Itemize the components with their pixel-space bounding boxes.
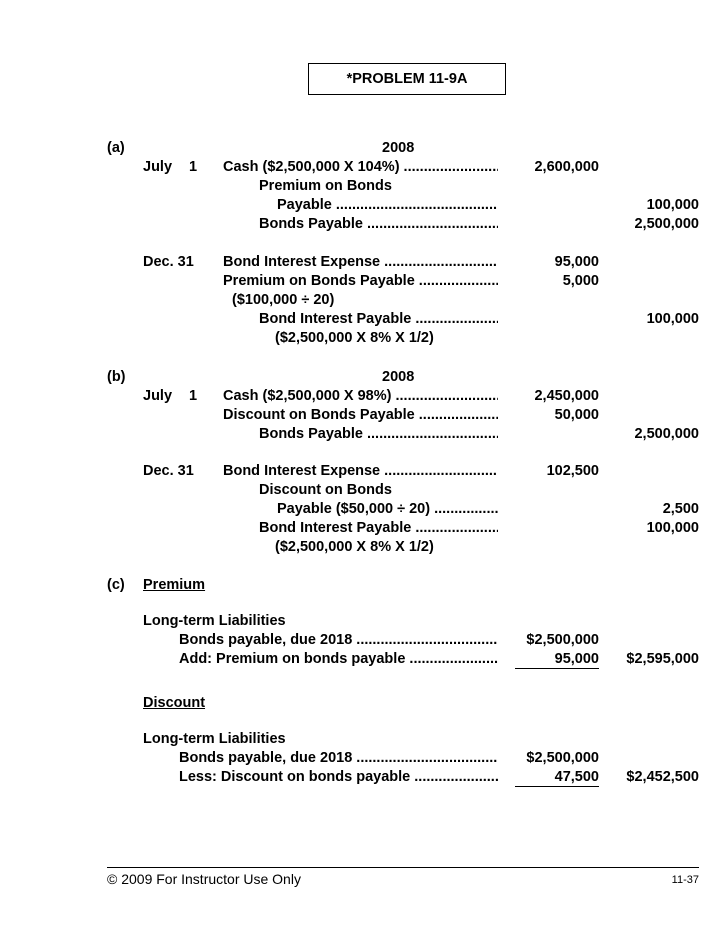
statement-text: Less: Discount on bonds payable ..... xyxy=(179,768,498,787)
total-amount: $2,452,500 xyxy=(626,769,699,785)
journal-line xyxy=(0,310,728,329)
date: Dec. 31 xyxy=(143,463,194,479)
account-text: Payable ($50,000 ÷ 20) ..... xyxy=(277,500,498,519)
explanation-text: ($2,500,000 X 8% X 1/2) xyxy=(275,330,434,346)
account-text: Bonds Payable ..... xyxy=(259,215,498,234)
account-text: Cash ($2,500,000 X 98%) ..... xyxy=(223,387,498,406)
journal-line xyxy=(0,387,728,406)
date-day: 1 xyxy=(189,388,198,404)
journal-line xyxy=(0,481,728,500)
amount: $2,500,000 xyxy=(526,632,599,648)
statement-line xyxy=(0,631,728,650)
account-text: Premium on Bonds Payable ..... xyxy=(223,272,498,291)
account-text: Bond Interest Expense ..... xyxy=(223,462,498,481)
journal-line xyxy=(0,291,728,310)
credit-amount: 100,000 xyxy=(646,520,699,536)
explanation-text: ($2,500,000 X 8% X 1/2) xyxy=(275,539,434,555)
section-heading: Long-term Liabilities xyxy=(143,613,286,629)
date: Dec. 31 xyxy=(143,254,194,270)
journal-line xyxy=(0,253,728,272)
journal-line xyxy=(0,177,728,196)
journal-line xyxy=(0,215,728,234)
part-c-header xyxy=(0,576,728,595)
section-line xyxy=(0,730,728,749)
journal-line xyxy=(0,425,728,444)
account-text: Discount on Bonds xyxy=(259,482,392,498)
debit-amount: 2,450,000 xyxy=(534,388,599,404)
problem-title: *PROBLEM 11-9A xyxy=(308,63,506,95)
part-b-year: 2008 xyxy=(382,369,415,385)
part-a-label: (a) xyxy=(107,140,125,156)
footer-copyright: © 2009 For Instructor Use Only xyxy=(107,871,301,887)
debit-amount: 95,000 xyxy=(554,254,599,270)
section-line xyxy=(0,694,728,713)
footer-divider xyxy=(107,867,699,868)
account-text: Bond Interest Expense ..... xyxy=(223,253,498,272)
statement-text: Bonds payable, due 2018 ..... xyxy=(179,749,498,768)
date-month: July xyxy=(143,159,173,175)
credit-amount: 2,500,000 xyxy=(634,426,699,442)
premium-heading: Premium xyxy=(143,577,206,593)
credit-amount: 2,500,000 xyxy=(634,216,699,232)
account-text: Cash ($2,500,000 X 104%) ..... xyxy=(223,158,498,177)
discount-heading: Discount xyxy=(143,695,206,711)
date-day: 1 xyxy=(189,159,198,175)
explanation-text: ($100,000 ÷ 20) xyxy=(232,292,335,308)
account-text: Payable ..... xyxy=(277,196,498,215)
credit-amount: 100,000 xyxy=(646,197,699,213)
account-text: Premium on Bonds xyxy=(259,178,392,194)
amount: 95,000 xyxy=(515,651,599,669)
part-a-year: 2008 xyxy=(382,140,415,156)
credit-amount: 100,000 xyxy=(646,311,699,327)
footer-page-number: 11-37 xyxy=(671,874,699,886)
journal-line xyxy=(0,329,728,348)
statement-text: Bonds payable, due 2018 ..... xyxy=(179,631,498,650)
journal-line xyxy=(0,406,728,425)
section-heading: Long-term Liabilities xyxy=(143,731,286,747)
account-text: Bond Interest Payable ..... xyxy=(259,519,498,538)
journal-line xyxy=(0,462,728,481)
date-month: July xyxy=(143,388,173,404)
journal-line xyxy=(0,519,728,538)
amount: $2,500,000 xyxy=(526,750,599,766)
account-text: Bond Interest Payable ..... xyxy=(259,310,498,329)
credit-amount: 2,500 xyxy=(662,501,699,517)
debit-amount: 2,600,000 xyxy=(534,159,599,175)
part-c-label: (c) xyxy=(107,577,125,593)
account-text: Bonds Payable ..... xyxy=(259,425,498,444)
statement-line xyxy=(0,768,728,787)
amount: 47,500 xyxy=(515,769,599,787)
statement-line xyxy=(0,749,728,768)
part-a-header xyxy=(0,139,728,158)
statement-text: Add: Premium on bonds payable ..... xyxy=(179,650,498,669)
debit-amount: 5,000 xyxy=(562,273,599,289)
journal-line xyxy=(0,158,728,177)
section-line xyxy=(0,612,728,631)
part-b-label: (b) xyxy=(107,369,126,385)
debit-amount: 50,000 xyxy=(554,407,599,423)
journal-line xyxy=(0,196,728,215)
total-amount: $2,595,000 xyxy=(626,651,699,667)
part-b-header xyxy=(0,368,728,387)
statement-line xyxy=(0,650,728,669)
journal-line xyxy=(0,538,728,557)
account-text: Discount on Bonds Payable ..... xyxy=(223,406,498,425)
journal-line xyxy=(0,500,728,519)
debit-amount: 102,500 xyxy=(546,463,599,479)
journal-line xyxy=(0,272,728,291)
